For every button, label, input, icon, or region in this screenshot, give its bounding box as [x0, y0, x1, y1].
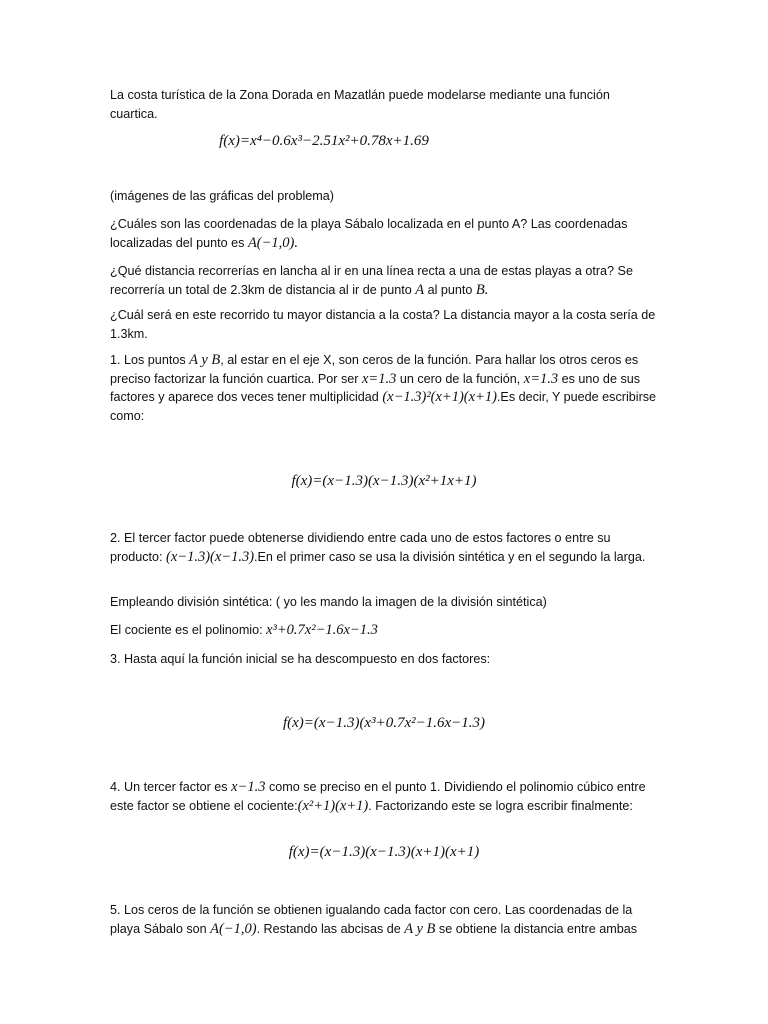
step-5 [110, 901, 660, 938]
question-3 [110, 306, 660, 343]
quotient-line [110, 621, 660, 640]
s5-point: A(−1,0) [210, 920, 257, 937]
question-1 [110, 215, 660, 252]
s1-text-b: , al estar en el eje X, son ceros de la función. Para hallar los otros ceros es preciso factorizar la función cuartica. Por ser [110, 353, 639, 386]
s2-text-b: .En el primer caso se usa la división sintética y en el segundo la larga. [254, 549, 646, 564]
equation-1 [0, 472, 768, 490]
function-eq-text: f(x)=x⁴−0.6x³−2.51x²+0.78x+1.69 [219, 133, 429, 149]
graph-note [110, 187, 660, 206]
s4-text-c: . Factorizando este se logra escribir finalmente: [368, 798, 633, 813]
s5-text-c: se obtiene la distancia entre ambas [438, 921, 638, 936]
s1-ayb: A y B [189, 352, 221, 368]
s5-ayb: A y B [404, 920, 436, 937]
q2-mid: al punto [427, 282, 473, 297]
function-equation [0, 132, 708, 150]
q2-point-a: A [415, 281, 425, 298]
s1-x13-b: x=1.3 [523, 370, 559, 387]
intro-paragraph [110, 86, 660, 123]
eq2-text: f(x)=(x−1.3)(x³+0.7x²−1.6x−1.3) [282, 715, 486, 731]
s1-text-c: un cero de la función, [399, 371, 521, 386]
equation-2 [0, 714, 768, 732]
step-3 [110, 650, 660, 669]
step-4 [110, 778, 660, 815]
s1-x13-a: x=1.3 [361, 370, 397, 387]
s1-text-e: .Es decir, Y puede escribirse como: [110, 390, 657, 423]
q2-point-b: B. [475, 281, 489, 298]
s5-text-a: 5. Los ceros de la función se obtienen igualando cada factor con cero. Las coordenadas de la playa Sábalo son [110, 903, 633, 936]
graph-note-text: (imágenes de las gráficas del problema) [110, 189, 335, 203]
s2-product: (x−1.3)(x−1.3) [166, 548, 255, 565]
step-1 [110, 351, 660, 425]
synthetic-division-note [110, 593, 660, 612]
eq1-text: f(x)=(x−1.3)(x−1.3)(x²+1x+1) [291, 473, 477, 489]
q1-point: A(−1,0). [247, 234, 298, 251]
equation-3 [0, 843, 768, 861]
s1-text-a: 1. Los puntos [110, 353, 186, 367]
q2-text: ¿Qué distancia recorrerías en lancha al ir en una línea recta a una de estas playas a otra? Se recorrería un total de 2.3km de distancia al ir de punto [110, 264, 633, 297]
s1-text-d: es uno de sus factores y aparece dos veces tener multiplicidad [110, 371, 641, 404]
quotient-text: El cociente es el polinomio: [110, 623, 263, 637]
eq3-text: f(x)=(x−1.3)(x−1.3)(x+1)(x+1) [288, 844, 480, 860]
intro-text: La costa turística de la Zona Dorada en Mazatlán puede modelarse mediante una función cuartica. [110, 88, 610, 121]
s3-text: 3. Hasta aquí la función inicial se ha descompuesto en dos factores: [110, 652, 491, 666]
q1-text: ¿Cuáles son las coordenadas de la playa Sábalo localizada en el punto A? Las coordenadas localizadas del punto es [110, 217, 628, 250]
step-2 [110, 529, 660, 566]
s1-multiplicity: (x−1.3)²(x+1)(x+1) [382, 389, 497, 405]
s4-text-b: como se preciso en el punto 1. Dividiendo el polinomio cúbico entre este factor se obtiene el cociente: [110, 780, 646, 813]
q3-text: ¿Cuál será en este recorrido tu mayor distancia a la costa? La distancia mayor a la costa sería de 1.3km. [110, 308, 656, 341]
question-2 [110, 262, 660, 299]
s4-text-a: 4. Un tercer factor es [110, 780, 228, 794]
s5-text-b: . Restando las abcisas de [256, 921, 401, 936]
s4-factor: x−1.3 [231, 779, 266, 795]
quotient-poly: x³+0.7x²−1.6x−1.3 [266, 622, 378, 638]
synthetic-text: Empleando división sintética: ( yo les mando la imagen de la división sintética) [110, 595, 547, 609]
s4-quotient: (x²+1)(x+1) [297, 797, 369, 814]
s2-text-a: 2. El tercer factor puede obtenerse dividiendo entre cada uno de estos factores o entre su producto: [110, 531, 611, 564]
